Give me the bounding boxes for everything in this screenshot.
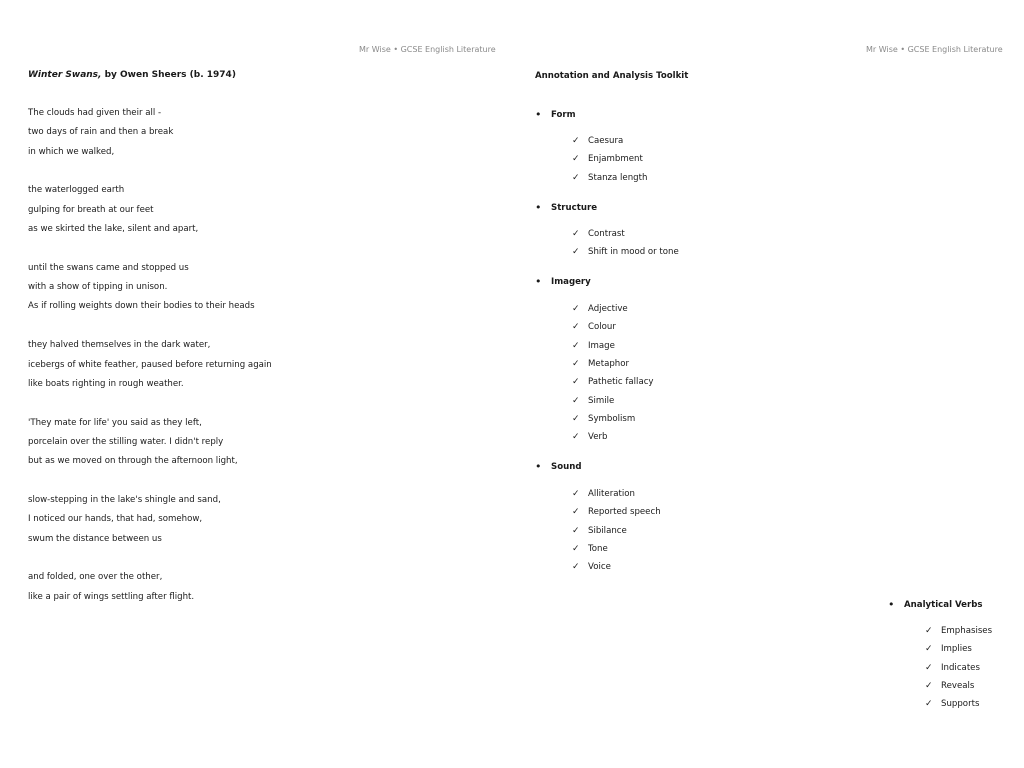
- poem-line: and folded, one over the other,: [28, 572, 163, 583]
- toolkit-item-label: Adjective: [588, 304, 628, 314]
- toolkit-item-label: Alliteration: [588, 489, 635, 499]
- bullet-icon: •: [535, 201, 542, 214]
- toolkit-item: [572, 396, 614, 406]
- toolkit-item: [572, 414, 635, 424]
- checkmark-icon: ✓: [925, 680, 933, 691]
- poem-line: they halved themselves in the dark water,: [28, 340, 211, 351]
- poem-line: slow-stepping in the lake's shingle and sand,: [28, 495, 221, 505]
- toolkit-item-label: Caesura: [588, 136, 624, 146]
- toolkit-item-label: Supports: [941, 699, 980, 710]
- toolkit-item-label: Sibilance: [588, 525, 627, 536]
- toolkit-item: [572, 173, 647, 183]
- poem-line: swum the distance between us: [28, 533, 162, 544]
- poem-byline: by Owen Sheers (b. 1974): [101, 70, 236, 80]
- toolkit-item: [572, 562, 611, 572]
- toolkit-title: Annotation and Analysis Toolkit: [535, 71, 689, 81]
- poem-line: gulping for breath at our feet: [28, 204, 154, 215]
- toolkit-item: [572, 377, 654, 387]
- checkmark-icon: ✓: [925, 626, 933, 636]
- toolkit-item-label: Implies: [941, 644, 972, 655]
- toolkit-item: [572, 489, 635, 499]
- toolkit-item-label: Enjambment: [588, 154, 643, 165]
- section-heading: Imagery: [551, 277, 591, 287]
- poem-line: 'They mate for life' you said as they left,: [28, 417, 202, 428]
- toolkit-item: [572, 322, 616, 332]
- toolkit-item: [572, 526, 627, 536]
- checkmark-icon: ✓: [572, 543, 580, 554]
- page-header-right: Mr Wise • GCSE English Literature: [866, 45, 1003, 54]
- toolkit-item-label: Contrast: [588, 229, 625, 239]
- checkmark-icon: ✓: [572, 507, 580, 518]
- poem-line: I noticed our hands, that had, somehow,: [28, 514, 203, 525]
- toolkit-item: [925, 699, 979, 709]
- checkmark-icon: ✓: [572, 136, 580, 146]
- checkmark-icon: ✓: [572, 358, 580, 369]
- page-header-left: Mr Wise • GCSE English Literature: [359, 45, 496, 54]
- toolkit-item: [572, 136, 623, 146]
- checkmark-icon: ✓: [572, 229, 580, 239]
- poem-title: [28, 70, 236, 80]
- checkmark-icon: ✓: [572, 154, 580, 165]
- toolkit-item-label: Verb: [588, 432, 608, 443]
- bullet-icon: •: [535, 460, 542, 473]
- checkmark-icon: ✓: [572, 525, 580, 536]
- checkmark-icon: ✓: [925, 699, 933, 710]
- toolkit-item: [572, 432, 608, 442]
- toolkit-item: [572, 304, 628, 314]
- checkmark-icon: ✓: [572, 432, 580, 443]
- toolkit-item-label: Pathetic fallacy: [588, 377, 654, 388]
- toolkit-item-label: Metaphor: [588, 358, 630, 369]
- toolkit-item-label: Stanza length: [588, 172, 648, 183]
- checkmark-icon: ✓: [572, 489, 580, 499]
- toolkit-item-label: Reported speech: [588, 507, 661, 518]
- poem-line: until the swans came and stopped us: [28, 262, 189, 273]
- poem-line: two days of rain and then a break: [28, 127, 174, 138]
- checkmark-icon: ✓: [925, 644, 933, 655]
- checkmark-icon: ✓: [572, 395, 580, 406]
- checkmark-icon: ✓: [572, 247, 580, 258]
- toolkit-item: [925, 644, 972, 654]
- poem-line: like boats righting in rough weather.: [28, 378, 184, 389]
- toolkit-item: [925, 626, 992, 636]
- poem-line: with a show of tipping in unison.: [28, 282, 168, 293]
- section-heading: Sound: [551, 462, 582, 472]
- poem-line: but as we moved on through the afternoon light,: [28, 456, 238, 467]
- checkmark-icon: ✓: [572, 413, 580, 424]
- toolkit-item-label: Symbolism: [588, 413, 636, 424]
- toolkit-item-label: Simile: [588, 395, 615, 406]
- poem-line: icebergs of white feather, paused before returning again: [28, 359, 272, 370]
- section-heading: Form: [551, 110, 576, 120]
- toolkit-item-label: Tone: [588, 543, 608, 554]
- poem-line: like a pair of wings settling after flight.: [28, 591, 195, 602]
- toolkit-item: [572, 507, 661, 517]
- toolkit-item-label: Voice: [588, 562, 611, 573]
- poem-line: as we skirted the lake, silent and apart,: [28, 224, 199, 234]
- poem-line: porcelain over the stilling water. I didn't reply: [28, 436, 224, 447]
- toolkit-item: [572, 341, 615, 351]
- poem-line: The clouds had given their all -: [28, 108, 162, 118]
- checkmark-icon: ✓: [572, 340, 580, 351]
- section-heading: Analytical Verbs: [904, 600, 983, 610]
- checkmark-icon: ✓: [572, 172, 580, 183]
- toolkit-item-label: Indicates: [941, 662, 980, 673]
- checkmark-icon: ✓: [925, 662, 933, 673]
- poem-line: in which we walked,: [28, 146, 115, 157]
- checkmark-icon: ✓: [572, 377, 580, 388]
- toolkit-item: [572, 247, 679, 257]
- toolkit-item-label: Shift in mood or tone: [588, 247, 679, 258]
- section-heading: Structure: [551, 203, 598, 213]
- bullet-icon: •: [535, 108, 542, 121]
- toolkit-item: [572, 359, 629, 369]
- checkmark-icon: ✓: [572, 562, 580, 573]
- poem-line: the waterlogged earth: [28, 185, 125, 196]
- checkmark-icon: ✓: [572, 304, 580, 314]
- checkmark-icon: ✓: [572, 322, 580, 333]
- toolkit-item: [572, 229, 625, 239]
- toolkit-item-label: Reveals: [941, 680, 975, 691]
- toolkit-item-label: Emphasises: [941, 626, 993, 636]
- bullet-icon: •: [888, 598, 895, 611]
- bullet-icon: •: [535, 275, 542, 288]
- toolkit-item: [925, 681, 974, 691]
- toolkit-item: [572, 544, 608, 554]
- toolkit-item: [925, 663, 980, 673]
- toolkit-item-label: Image: [588, 340, 615, 351]
- poem-title-italic: Winter Swans,: [28, 70, 102, 80]
- toolkit-item-label: Colour: [588, 322, 616, 333]
- poem-line: As if rolling weights down their bodies to their heads: [28, 301, 255, 312]
- toolkit-item: [572, 154, 643, 164]
